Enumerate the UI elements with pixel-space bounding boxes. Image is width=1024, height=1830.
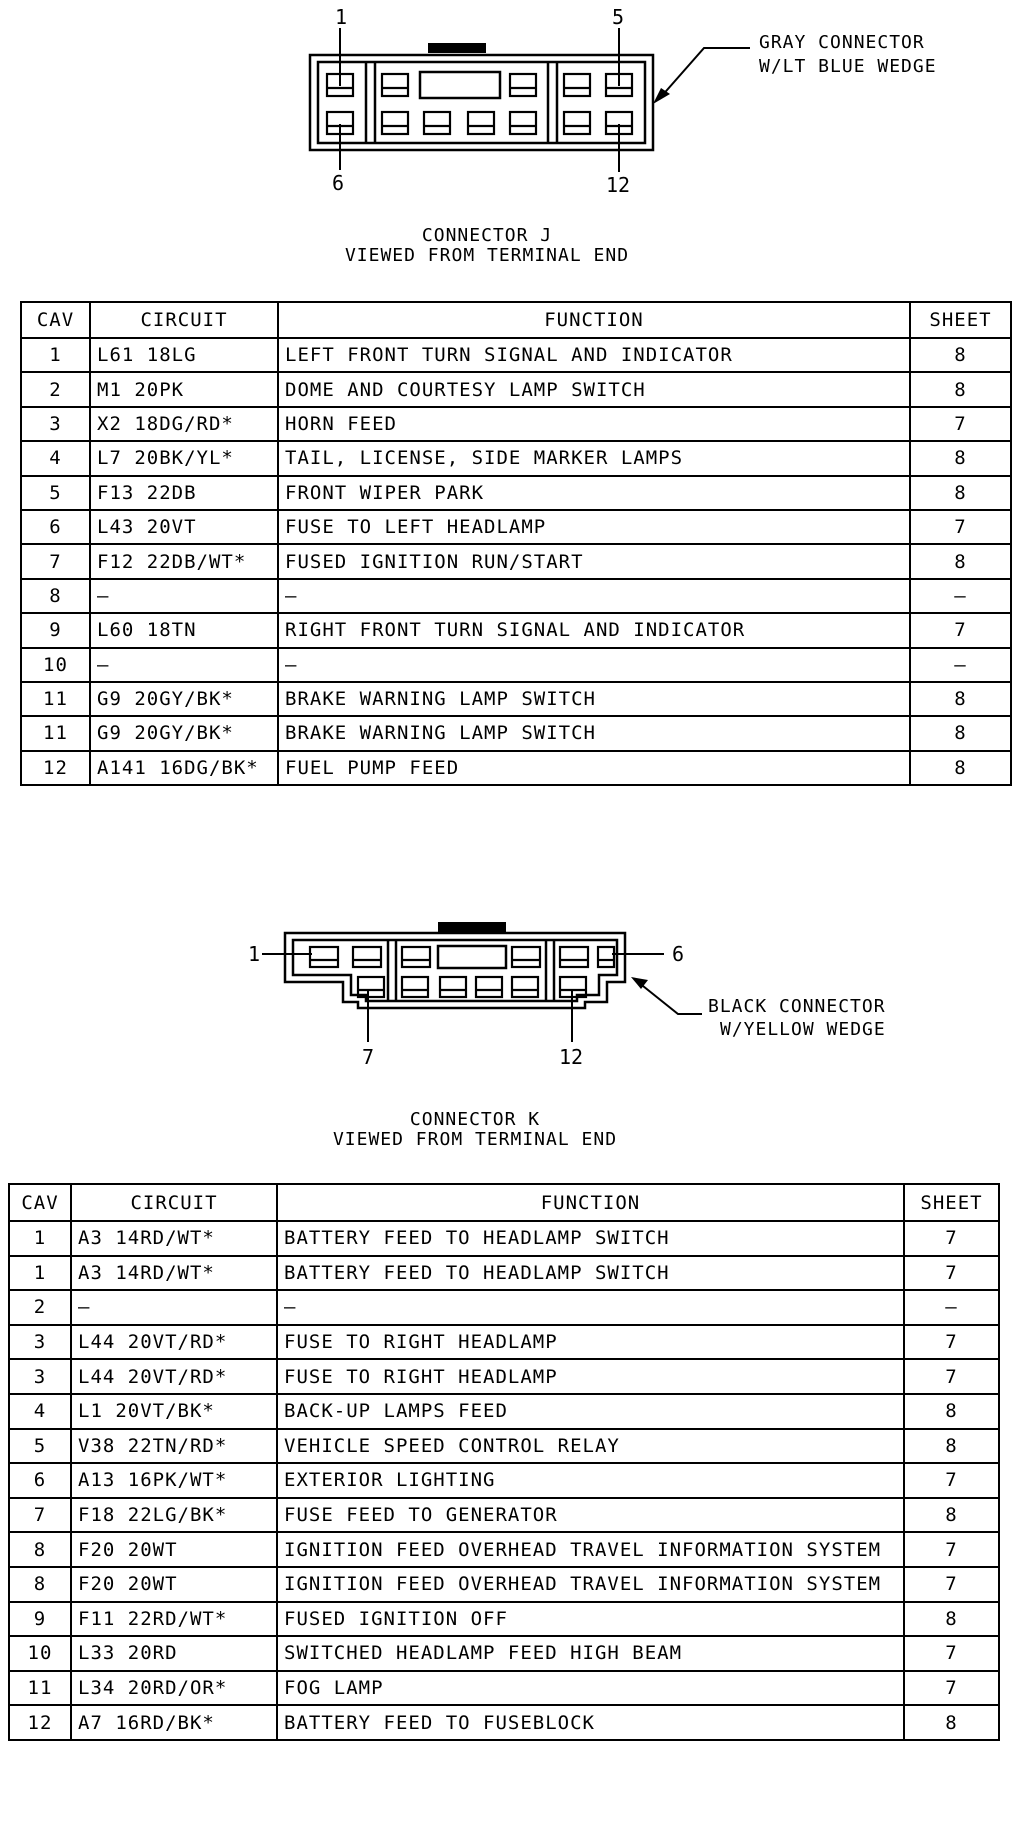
cell-sheet: 7 [910,407,1011,441]
connector-j-title: CONNECTOR J [421,225,553,246]
connector-j-color-line2: W/LT BLUE WEDGE [759,56,937,77]
cell-cav: 2 [9,1290,71,1325]
table-row [9,1705,999,1740]
cell-cav: 8 [21,579,90,613]
cell-circuit: L7 20BK/YL* [90,441,278,475]
cell-cav: 3 [9,1359,71,1394]
cell-function: LEFT FRONT TURN SIGNAL AND INDICATOR [278,338,910,372]
cell-sheet: 8 [910,338,1011,372]
cell-function: BRAKE WARNING LAMP SWITCH [278,716,910,750]
header-function: FUNCTION [278,302,910,338]
cell-cav: 8 [9,1567,71,1602]
header-function: FUNCTION [277,1184,904,1221]
cell-circuit: F11 22RD/WT* [71,1602,277,1637]
cell-function: FUSED IGNITION OFF [277,1602,904,1637]
table-row [21,407,1011,441]
connector-k-subtitle: VIEWED FROM TERMINAL END [332,1129,618,1150]
cell-function: FUSE TO LEFT HEADLAMP [278,510,910,544]
cell-circuit: M1 20PK [90,372,278,406]
connector-k-color-line2: W/YELLOW WEDGE [720,1019,886,1040]
cell-function: BACK-UP LAMPS FEED [277,1394,904,1429]
table-row [21,648,1011,682]
cell-sheet: 8 [910,544,1011,578]
cell-circuit: F20 20WT [71,1567,277,1602]
connector-j-label-5: 5 [612,5,625,29]
cell-circuit: G9 20GY/BK* [90,716,278,750]
cell-sheet: 8 [910,751,1011,785]
connector-j-color-line1: GRAY CONNECTOR [759,32,925,53]
table-row [21,716,1011,750]
header-sheet: SHEET [910,302,1011,338]
connector-j-latch [428,43,486,53]
connector-k-table [8,1183,1000,1741]
connector-k-title: CONNECTOR K [409,1109,541,1130]
table-row [21,372,1011,406]
cell-sheet: 7 [904,1256,999,1291]
cell-sheet: 7 [904,1636,999,1671]
cell-circuit: X2 18DG/RD* [90,407,278,441]
cell-sheet: 7 [904,1671,999,1706]
connector-k-color-line1: BLACK CONNECTOR [708,996,886,1017]
table-row [9,1256,999,1291]
cell-cav: 10 [21,648,90,682]
connector-j-diagram [0,0,1024,210]
cell-cav: 11 [21,682,90,716]
cell-cav: 4 [21,441,90,475]
cell-function: FUSE TO RIGHT HEADLAMP [277,1325,904,1360]
cell-function: FRONT WIPER PARK [278,476,910,510]
cell-circuit: A3 14RD/WT* [71,1221,277,1256]
cell-sheet: 7 [904,1221,999,1256]
cell-function: — [277,1290,904,1325]
connector-k-label-6: 6 [672,942,685,966]
cell-cav: 3 [9,1325,71,1360]
cell-cav: 1 [9,1256,71,1291]
cell-cav: 6 [9,1463,71,1498]
cell-cav: 1 [9,1221,71,1256]
cell-sheet: 7 [904,1463,999,1498]
header-cav: CAV [21,302,90,338]
cell-circuit: L61 18LG [90,338,278,372]
connector-j-label-12: 12 [606,173,631,197]
cell-function: — [278,648,910,682]
cell-cav: 9 [9,1602,71,1637]
cell-circuit: L33 20RD [71,1636,277,1671]
cell-function: EXTERIOR LIGHTING [277,1463,904,1498]
cell-sheet: 8 [904,1394,999,1429]
cell-function: HORN FEED [278,407,910,441]
table-row [9,1636,999,1671]
cell-function: DOME AND COURTESY LAMP SWITCH [278,372,910,406]
cell-sheet: 8 [910,372,1011,406]
cell-circuit: L60 18TN [90,613,278,647]
cell-function: TAIL, LICENSE, SIDE MARKER LAMPS [278,441,910,475]
header-circuit: CIRCUIT [90,302,278,338]
cell-cav: 12 [21,751,90,785]
cell-sheet: 8 [904,1498,999,1533]
cell-cav: 7 [21,544,90,578]
connector-j-body [310,55,653,150]
header-cav: CAV [9,1184,71,1221]
table-row [9,1567,999,1602]
cell-function: BATTERY FEED TO HEADLAMP SWITCH [277,1256,904,1291]
cell-circuit: — [71,1290,277,1325]
connector-k-label-7: 7 [362,1045,375,1069]
table-row [9,1429,999,1464]
cell-function: FUSED IGNITION RUN/START [278,544,910,578]
connector-k-caption [250,1110,700,1150]
cell-function: IGNITION FEED OVERHEAD TRAVEL INFORMATION SYSTEM [277,1532,904,1567]
cell-cav: 12 [9,1705,71,1740]
cell-cav: 5 [21,476,90,510]
cell-circuit: L44 20VT/RD* [71,1325,277,1360]
table-row [21,682,1011,716]
cell-circuit: F13 22DB [90,476,278,510]
connector-k-label-12: 12 [559,1045,584,1069]
cell-function: FUSE FEED TO GENERATOR [277,1498,904,1533]
cell-sheet: 7 [904,1567,999,1602]
cell-cav: 4 [9,1394,71,1429]
cell-circuit: L43 20VT [90,510,278,544]
cell-cav: 1 [21,338,90,372]
cell-sheet: 7 [910,613,1011,647]
table-row [21,751,1011,785]
cell-function: RIGHT FRONT TURN SIGNAL AND INDICATOR [278,613,910,647]
cell-function: BATTERY FEED TO HEADLAMP SWITCH [277,1221,904,1256]
cell-sheet: — [904,1290,999,1325]
cell-function: FOG LAMP [277,1671,904,1706]
table-row [9,1463,999,1498]
header-sheet: SHEET [904,1184,999,1221]
connector-j-subtitle: VIEWED FROM TERMINAL END [344,245,630,266]
table-row [9,1325,999,1360]
connector-k-diagram [0,900,1024,1100]
cell-cav: 6 [21,510,90,544]
cell-cav: 2 [21,372,90,406]
cell-circuit: L44 20VT/RD* [71,1359,277,1394]
connector-j-terminals [327,74,632,134]
table-row [21,441,1011,475]
cell-circuit: F18 22LG/BK* [71,1498,277,1533]
cell-cav: 10 [9,1636,71,1671]
table-row [9,1498,999,1533]
cell-circuit: L1 20VT/BK* [71,1394,277,1429]
cell-sheet: 7 [904,1532,999,1567]
cell-sheet: — [910,579,1011,613]
cell-sheet: — [910,648,1011,682]
cell-sheet: 7 [904,1359,999,1394]
table-row [21,579,1011,613]
cell-circuit: L34 20RD/OR* [71,1671,277,1706]
cell-circuit: G9 20GY/BK* [90,682,278,716]
cell-function: FUEL PUMP FEED [278,751,910,785]
table-row [21,338,1011,372]
table-row [9,1602,999,1637]
table-row [9,1290,999,1325]
table-row [21,613,1011,647]
cell-circuit: F20 20WT [71,1532,277,1567]
table-row [9,1221,999,1256]
table-row [9,1394,999,1429]
cell-circuit: — [90,648,278,682]
cell-sheet: 8 [910,716,1011,750]
table-row [21,476,1011,510]
connector-j-label-1: 1 [335,5,348,29]
cell-circuit: A13 16PK/WT* [71,1463,277,1498]
table-row [21,544,1011,578]
cell-circuit: F12 22DB/WT* [90,544,278,578]
cell-circuit: V38 22TN/RD* [71,1429,277,1464]
cell-circuit: A141 16DG/BK* [90,751,278,785]
connector-k-label-1: 1 [248,942,261,966]
cell-sheet: 8 [910,682,1011,716]
cell-cav: 9 [21,613,90,647]
cell-function: VEHICLE SPEED CONTROL RELAY [277,1429,904,1464]
cell-function: BRAKE WARNING LAMP SWITCH [278,682,910,716]
cell-cav: 3 [21,407,90,441]
table-row [9,1671,999,1706]
cell-function: BATTERY FEED TO FUSEBLOCK [277,1705,904,1740]
connector-k-terminals [310,947,614,997]
cell-sheet: 7 [910,510,1011,544]
cell-function: IGNITION FEED OVERHEAD TRAVEL INFORMATION SYSTEM [277,1567,904,1602]
header-circuit: CIRCUIT [71,1184,277,1221]
cell-cav: 11 [21,716,90,750]
cell-sheet: 8 [910,441,1011,475]
cell-cav: 7 [9,1498,71,1533]
cell-sheet: 7 [904,1325,999,1360]
cell-cav: 5 [9,1429,71,1464]
connector-k-latch [438,922,506,932]
cell-function: FUSE TO RIGHT HEADLAMP [277,1359,904,1394]
cell-circuit: A7 16RD/BK* [71,1705,277,1740]
table-row [9,1532,999,1567]
cell-circuit: A3 14RD/WT* [71,1256,277,1291]
cell-sheet: 8 [904,1705,999,1740]
table-row [9,1359,999,1394]
cell-sheet: 8 [904,1429,999,1464]
connector-j-table [20,301,1012,786]
cell-sheet: 8 [904,1602,999,1637]
table-row [21,510,1011,544]
cell-sheet: 8 [910,476,1011,510]
cell-cav: 11 [9,1671,71,1706]
connector-j-caption [262,226,712,266]
cell-cav: 8 [9,1532,71,1567]
cell-function: SWITCHED HEADLAMP FEED HIGH BEAM [277,1636,904,1671]
connector-j-label-6: 6 [332,171,345,195]
cell-function: — [278,579,910,613]
cell-circuit: — [90,579,278,613]
